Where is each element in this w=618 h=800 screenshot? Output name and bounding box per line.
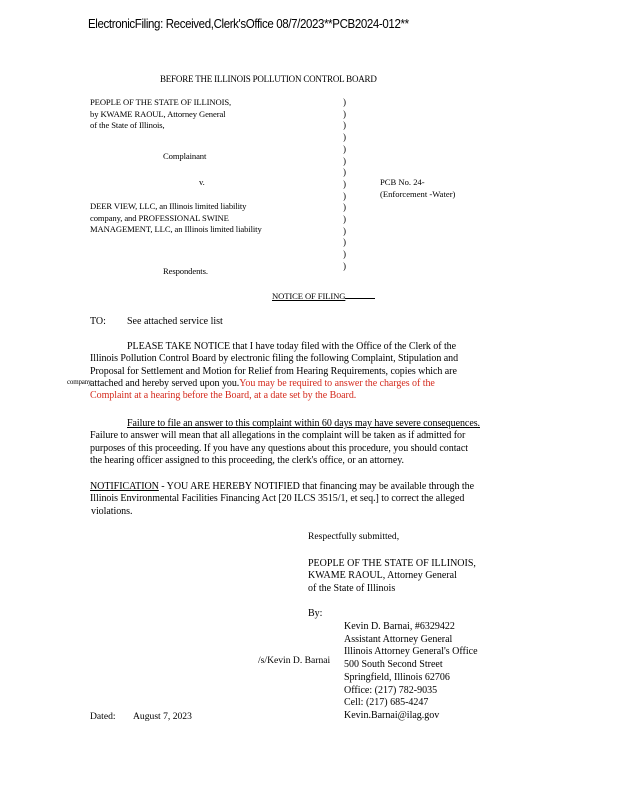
- case-number: PCB No. 24-: [380, 177, 425, 187]
- by-label: By:: [308, 608, 323, 619]
- respondent-line: MANAGEMENT, LLC, an Illinois limited liability: [90, 224, 262, 234]
- complainant-line: of the State of Illinois,: [90, 120, 165, 130]
- notice-title: [272, 290, 375, 301]
- court-name: BEFORE THE ILLINOIS POLLUTION CONTROL BOARD: [160, 74, 377, 84]
- to-line: [90, 316, 223, 327]
- paragraph-line: attached and hereby served upon you.You may be required to answer the charges of the: [90, 377, 435, 389]
- signatory-line: KWAME RAOUL, Attorney General: [308, 570, 457, 582]
- consequence-warning: Failure to file an answer to this complaint within 60 days may have severe consequences.: [127, 418, 480, 429]
- complainant-line: by KWAME RAOUL, Attorney General: [90, 108, 226, 119]
- dated-value: August 7, 2023: [133, 711, 192, 722]
- case-number-block: [380, 177, 455, 200]
- paragraph-line: Illinois Environmental Facilities Financing Act [20 ILCS 3515/1, et seq.] to correct the alleged: [90, 493, 465, 505]
- attorney-line: Assistant Attorney General: [344, 633, 453, 645]
- complainant-block: [90, 97, 231, 132]
- paragraph-line: Failure to answer will mean that all allegations in the complaint will be taken as if admitted for: [90, 430, 466, 442]
- to-value: See attached service list: [127, 316, 223, 327]
- respondent-line: DEER VIEW, LLC, an Illinois limited liability: [90, 201, 247, 211]
- respondent-block: [90, 201, 262, 236]
- notice-paragraph: [90, 341, 458, 402]
- signatory-line: PEOPLE OF THE STATE OF ILLINOIS,: [308, 558, 476, 569]
- filing-stamp: ElectronicFiling: Received,Clerk'sOffice 08/7/2023**PCB2024-012**: [88, 17, 409, 31]
- attorney-line: Kevin D. Barnai, #6329422: [344, 621, 455, 632]
- dated-label: Dated:: [90, 711, 116, 722]
- margin-note: company: [67, 378, 92, 386]
- answer-warning: You may be required to answer the charges of the: [239, 377, 435, 389]
- paragraph-line: violations.: [91, 505, 133, 517]
- signatory-line: of the State of Illinois: [308, 582, 396, 594]
- complainant-label: Complainant: [163, 151, 207, 161]
- notification-heading: NOTIFICATION: [90, 481, 159, 492]
- attorney-block: [344, 621, 478, 723]
- signatory-block: [308, 558, 476, 595]
- complainant-line: PEOPLE OF THE STATE OF ILLINOIS,: [90, 97, 232, 107]
- closing: Respectfully submitted,: [308, 531, 400, 542]
- paragraph-line: Illinois Pollution Control Board by electronic filing the following Complaint, Stipulation and: [90, 353, 459, 365]
- attorney-line: Cell: (217) 685-4247: [344, 697, 429, 709]
- versus-label: v.: [199, 177, 205, 187]
- paragraph-line: the hearing officer assigned to this proceeding, the clerk's office, or an attorney.: [90, 454, 404, 466]
- respondent-label: Respondents.: [163, 266, 208, 276]
- notification-paragraph: NOTIFICATION - YOU ARE HEREBY NOTIFIED that financing may be available through the Illinois Environmental Facilities Financing Act [20 ILCS 3515/1, et seq.] to correct the alleged violations.: [90, 481, 474, 517]
- attorney-email: Kevin.Barnai@ilag.gov: [344, 709, 440, 721]
- answer-warning-line: Complaint at a hearing before the Board, at a date set by the Board.: [90, 390, 357, 402]
- to-label: TO:: [90, 316, 106, 327]
- attorney-line: Illinois Attorney General's Office: [344, 646, 478, 658]
- case-type: (Enforcement -Water): [380, 188, 456, 199]
- notice-title-text: NOTICE OF FILING: [272, 291, 346, 301]
- attorney-line: Office: (217) 782-9035: [344, 684, 438, 696]
- attorney-line: Springfield, Illinois 62706: [344, 671, 450, 683]
- paragraph-line: Proposal for Settlement and Motion for Relief from Hearing Requirements, copies which are: [90, 365, 457, 377]
- paragraph-line: PLEASE TAKE NOTICE that I have today filed with the Office of the Clerk of the: [127, 341, 457, 352]
- caption-parentheses: ) ) ) ) ) ) ) ) ) ) ) ) ) ) ): [343, 97, 346, 271]
- consequence-paragraph: [90, 418, 480, 467]
- electronic-signature: /s/Kevin D. Barnai: [258, 655, 331, 666]
- respondent-line: company, and PROFESSIONAL SWINE: [90, 212, 229, 223]
- paragraph-line: purposes of this proceeding. If you have any questions about this procedure, you should contact: [90, 442, 468, 454]
- attorney-line: 500 South Second Street: [344, 659, 443, 671]
